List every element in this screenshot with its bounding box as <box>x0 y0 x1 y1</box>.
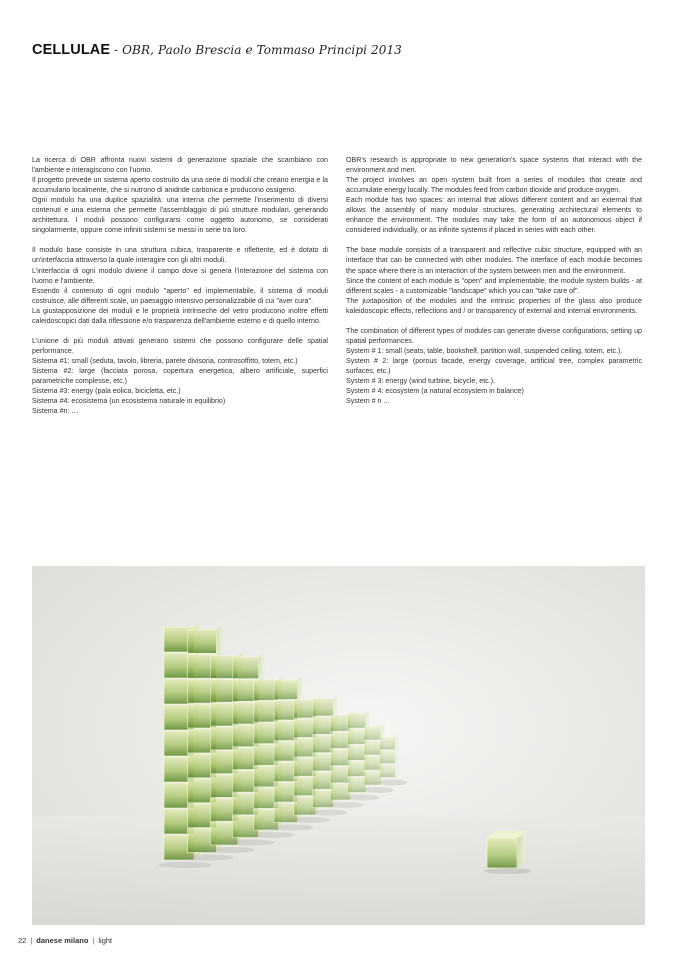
english-text-column <box>346 155 642 416</box>
italian-text-column <box>32 155 328 426</box>
english-paragraph-2: The base module consists of a transparent and reflective cubic structure, equipped with an interface that can be connected with other modules. The interface of each module becomes the space where there is an interaction of the system between men and the environment. Since the content of each module is "open" and implementable, the module system builds - at different scales - a customizable "landscape" which you can "take care of". The juxtaposition of the modules and the intrinsic properties of the glass also produce kaleidoscopic effects, reflections and / or transparency of external and internal environments. <box>346 246 642 315</box>
english-paragraph-1: OBR's research is appropriate to new generation's space systems that interact with the environment and men. The project involves an open system built from a series of modules that create and accumulate energy locally. The modules feed from carbon dioxide and produce oxygen. Each module has two spaces: an internal that allows different content and an external that allows the assembly of many modular structures, generating architectural elements to enhance the environment. The modules may take the form of an autonomous object if considered individually, or as infinite systems if placed in series with each other. <box>346 156 642 235</box>
cube-shadow <box>182 855 234 861</box>
cube-shadow <box>158 862 212 868</box>
glass-cube <box>330 749 350 765</box>
cube-shadow <box>310 810 348 816</box>
title-credits: - OBR, Paolo Brescia e Tommaso Principi 2013 <box>110 43 402 57</box>
glass-cube <box>330 732 350 748</box>
product-photo <box>32 566 645 925</box>
cellulae-glass-modules-image <box>32 566 645 925</box>
english-paragraph-3: The combination of different types of modules can generate diverse configurations, setting up spatial performances. System # 1: small (seats, table, bookshelf, partition wall, suspended ceiling, totem, etc.). System # 2: large (porous facade, energy coverage, artificial tree, complex parametric surfaces, etc.) System # 3: energy (wind turbine, bicycle, etc.). System # 4: ecosystem (a natural ecosystem in balance) System # n ... <box>346 326 642 406</box>
page-title <box>32 42 402 58</box>
cube-shadow <box>484 868 532 874</box>
footer-brand: danese milano <box>36 936 89 945</box>
cube-shadow <box>271 825 313 831</box>
cube-shadow <box>329 802 364 808</box>
italian-paragraph-2: Il modulo base consiste in una struttura cubica, trasparente e riflettente, ed è dotato di un'interfaccia attraverso la quale interagire con gli altri moduli. L'interfaccia di ogni modulo diviene il campo dove si genera l'interazione del sistema con l'uomo e l'ambiente. Essendo il contenuto di ogni modulo "aperto" ed implementabile, il sistema di moduli costruisce, alle differenti scale, un paesaggio intensivo personalizzabile di cui "aver cura". La giustapposizione dei moduli e le proprietà intrinseche del vetro producono inoltre effetti caleidoscopici dati dalla riflessione e/o trasparenza dell'ambiente esterno e di quello interno. <box>32 246 328 325</box>
cube-shadow <box>363 787 394 793</box>
glass-cube <box>364 756 381 770</box>
italian-paragraph-3: L'unione di più moduli attivati generano sistemi che possono configurare delle spatial performance. Sistema #1: small (seduta, tavolo, libreria, parete divisoria, controsoffitto, totem, etc.) Sistema #2: large (facciata porosa, copertura energetica, albero artificiale, superfici parametriche complesse, etc.) Sistema #3: energy (pala eolica, bicicletta, etc.) Sistema #4: ecosistema (un ecosistema naturale in equilibrio) Sistema #n: … <box>32 336 328 416</box>
cube-shadow <box>379 780 407 786</box>
glass-cube <box>364 771 381 785</box>
glass-cube <box>330 715 350 731</box>
page-number: 22 <box>18 936 27 945</box>
glass-cube <box>364 741 381 755</box>
glass-cube <box>348 729 366 744</box>
page-footer <box>18 936 112 945</box>
glass-cube-side <box>216 624 224 653</box>
glass-cube <box>348 745 366 760</box>
glass-cube <box>380 765 396 778</box>
footer-section: light <box>98 936 113 945</box>
glass-cube <box>232 657 258 679</box>
glass-cube <box>487 838 517 868</box>
cube-shadow <box>250 832 295 838</box>
glass-cube <box>330 767 350 783</box>
title-main: CELLULAE <box>32 42 111 58</box>
glass-cube <box>348 777 366 792</box>
glass-cube <box>364 726 381 740</box>
glass-cube <box>188 629 217 653</box>
italian-paragraph-1: La ricerca di OBR affronta nuovi sistemi di generazione spaziale che scambiano con l'ambiente e interagiscono con l'uomo. Il progetto prevede un sistema aperto costruito da una serie di moduli che creano energia e la accumulano localmente, che si nutrono di anidride carbonica e producono ossigeno. Ogni modulo ha una duplice spazialità: una interna che permette l'inserimento di diversi contenuti e una esterna che permette l'assemblaggio di più strutture modulari, generando architettura. I moduli possono configurarsi come oggetto autonomo, se considerati singolarmente, oppure come infiniti sistemi se messi in serie tra loro. <box>32 156 328 235</box>
cube-shadow <box>291 817 331 823</box>
footer-separator: | <box>30 936 33 945</box>
glass-cube <box>312 699 333 716</box>
glass-cube <box>348 761 366 776</box>
cube-shadow <box>205 847 254 853</box>
glass-cube <box>274 680 298 700</box>
footer-separator: | <box>92 936 95 945</box>
cube-shadow <box>228 840 275 846</box>
cube-shadow <box>346 795 379 801</box>
glass-cube <box>348 713 366 728</box>
glass-cube <box>380 751 396 764</box>
glass-cube <box>380 737 396 750</box>
